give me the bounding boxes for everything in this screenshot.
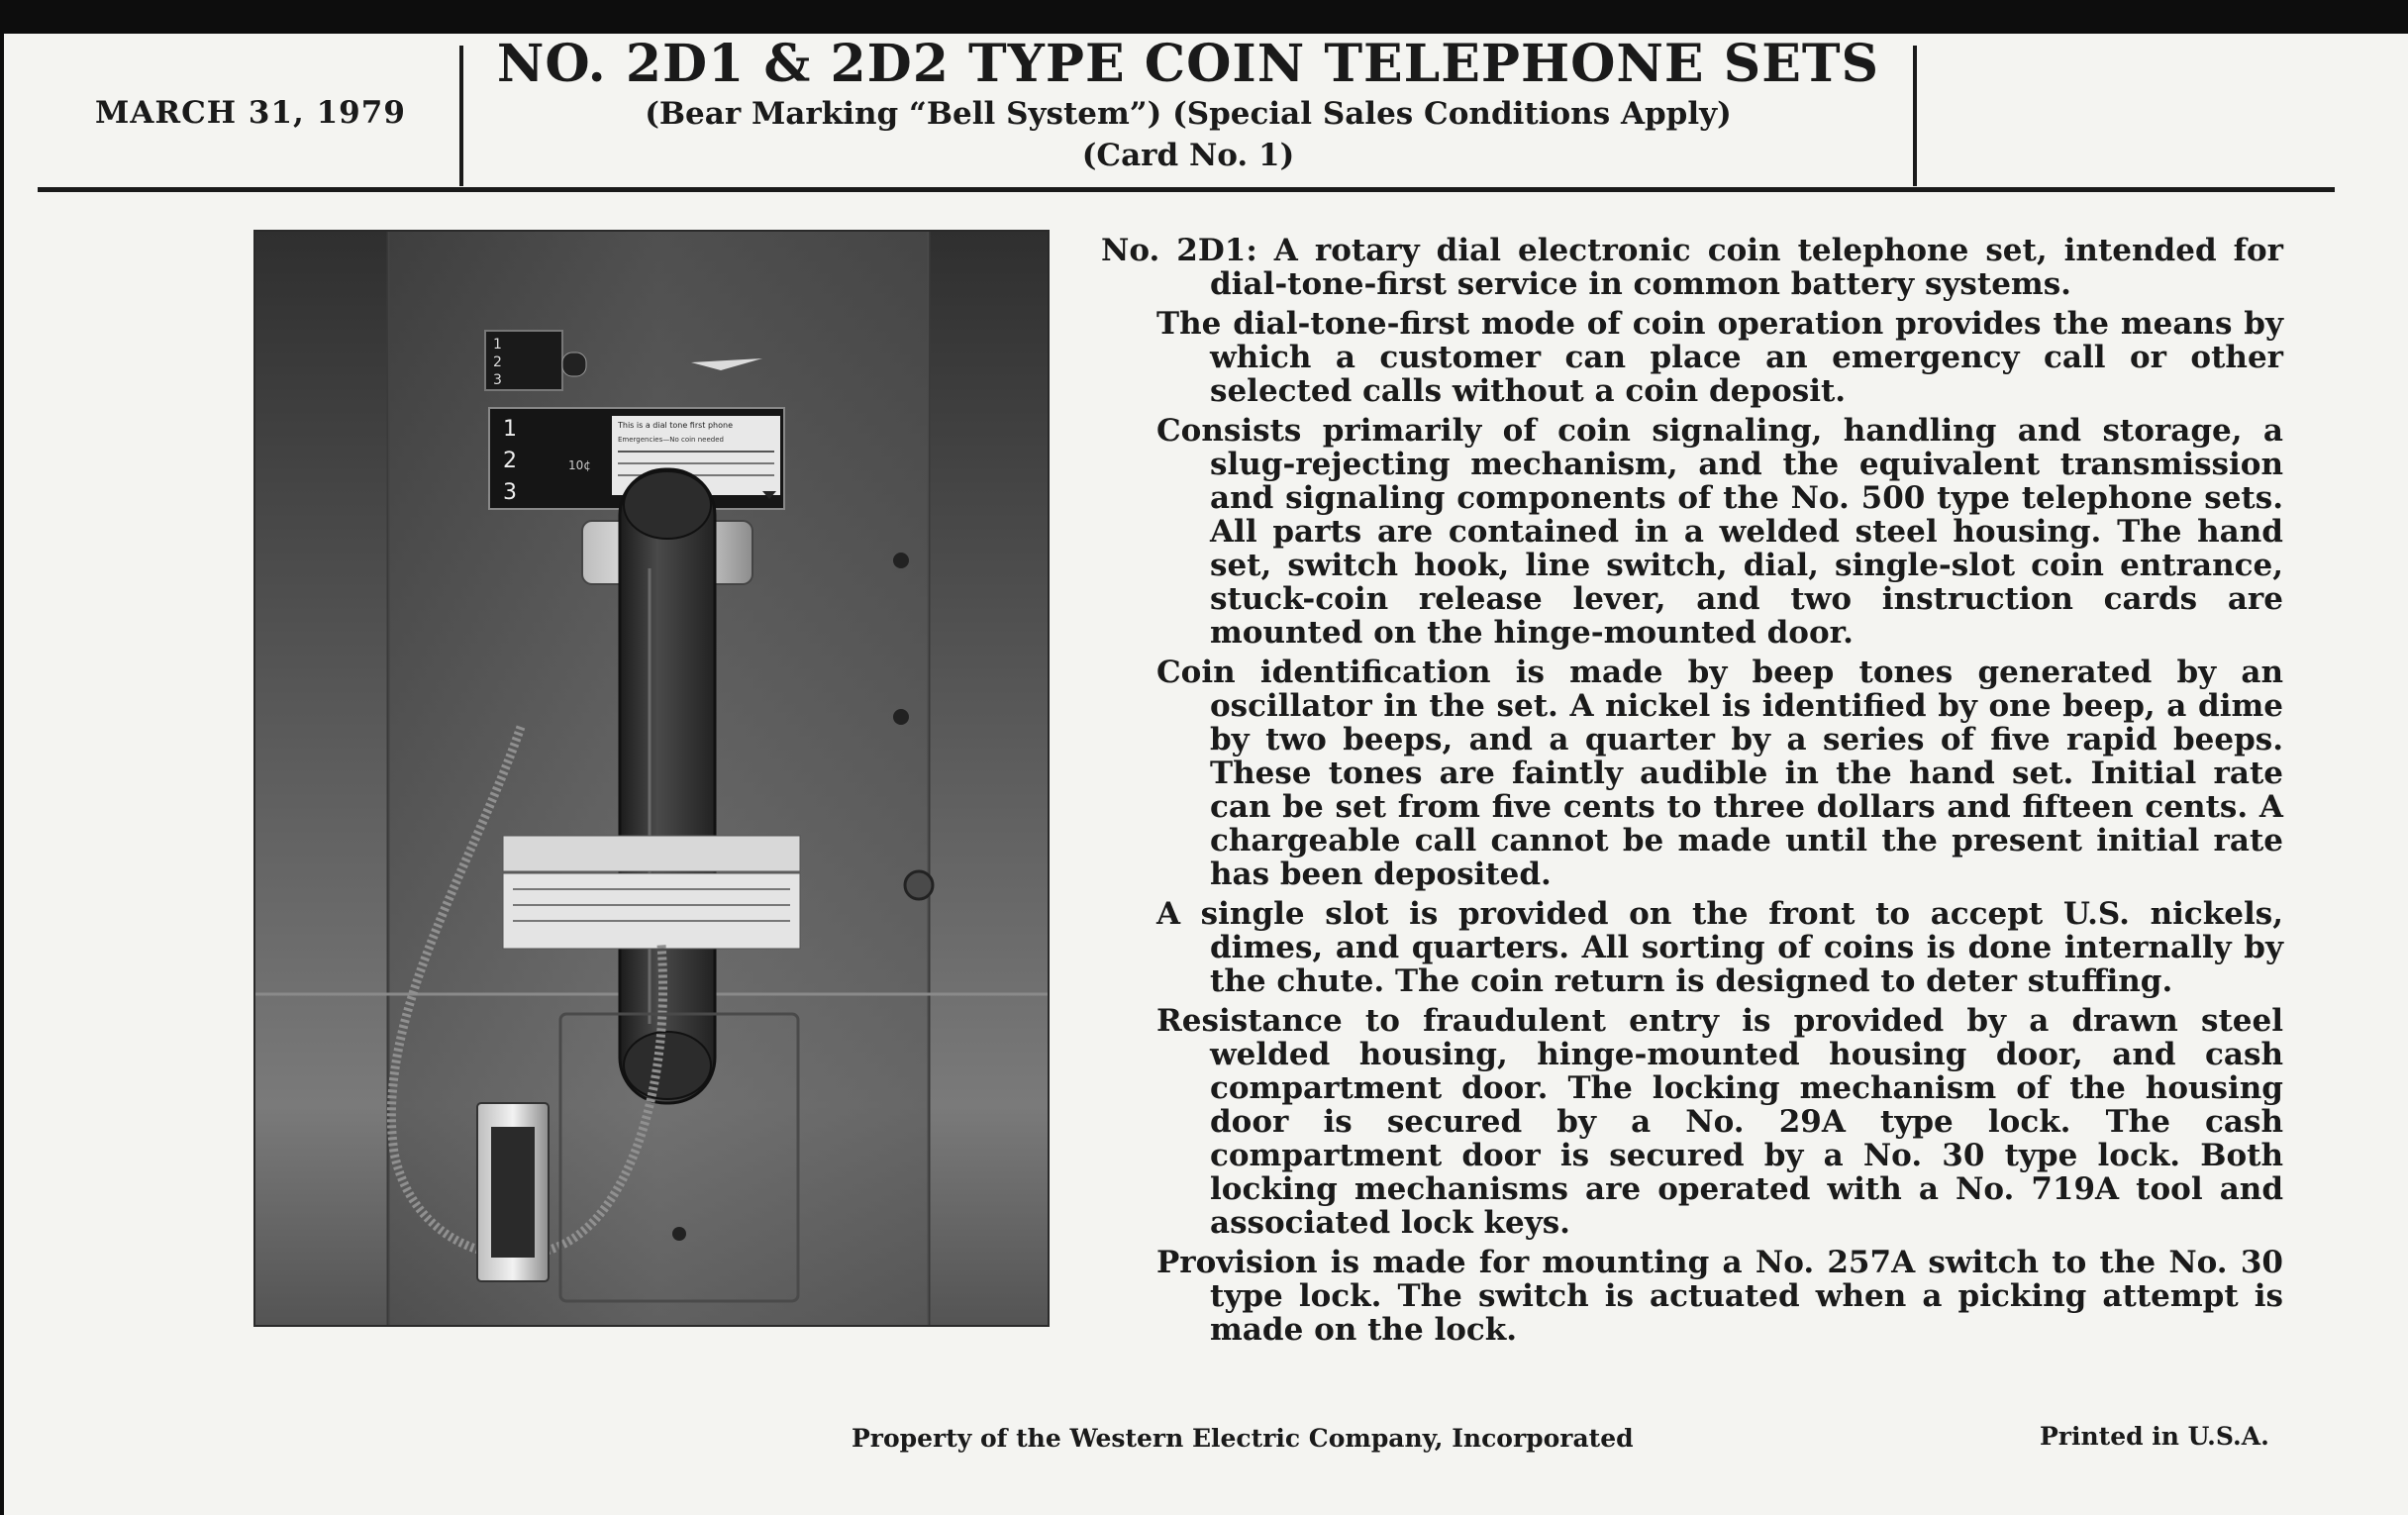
instruction-list-1: 1 (503, 417, 517, 442)
instruction-card-line: Emergencies—No coin needed (618, 436, 724, 444)
header-title-block (465, 36, 1911, 176)
instruction-list-3: 3 (503, 480, 517, 505)
card-top-line-3: 3 (493, 372, 502, 388)
header-divider-right (1913, 46, 1917, 186)
description-paragraph-2: The dial-tone-first mode of coin operation provides the means by which a customer can place an emergency call or other selected calls without a coin deposit. (1156, 306, 2283, 409)
rate-label: 10¢ (568, 458, 591, 472)
card-top-line-1: 1 (493, 337, 502, 353)
card-title: NO. 2D1 & 2D2 TYPE COIN TELEPHONE SETS (496, 34, 1880, 94)
description-text (1101, 234, 2283, 1353)
scan-border-left (0, 0, 4, 1515)
card-subtitle: (Bear Marking “Bell System”) (Special Sales Conditions Apply) (645, 96, 1732, 132)
scan-border-top (0, 0, 2408, 34)
header-divider-left (459, 46, 463, 186)
card-date: MARCH 31, 1979 (95, 95, 406, 131)
instruction-list-2: 2 (503, 449, 517, 473)
footer-property: Property of the Western Electric Company, Incorporated (852, 1424, 1634, 1453)
card-top-line-2: 2 (493, 354, 502, 370)
coin-telephone-illustration (255, 232, 1048, 1325)
description-paragraph-4: Coin identification is made by beep tones generated by an oscillator in the set. A nickel is identified by one beep, a dime by two beeps, and a quarter by a series of five rapid beeps. These tones are faintly audible in the hand set. Initial rate can be set from five cents to three dollars and fifteen cents. A chargeable call cannot be made until the present initial rate has been deposited. (1156, 655, 2283, 892)
description-paragraph-6: Resistance to fraudulent entry is provided by a drawn steel welded housing, hinge-mounted housing door, and cash compartment door. The locking mechanism of the housing door is secured by a No. 29A type lock. The cash compartment door is secured by a No. 30 type lock. Both locking mechanisms are operated with a No. 719A tool and associated lock keys. (1156, 1003, 2283, 1241)
description-paragraph-1: No. 2D1: A rotary dial electronic coin telephone set, intended for dial-tone-first service in common battery systems. (1101, 233, 2283, 302)
footer-printed: Printed in U.S.A. (2040, 1422, 2269, 1451)
description-paragraph-7: Provision is made for mounting a No. 257A switch to the No. 30 type lock. The switch is actuated when a picking attempt is made on the lock. (1156, 1245, 2283, 1348)
card-number: (Card No. 1) (1081, 138, 1295, 173)
header-rule (38, 187, 2335, 192)
description-paragraph-5: A single slot is provided on the front to accept U.S. nickels, dimes, and quarters. All sorting of coins is done internally by the chute. The coin return is designed to deter stuffing. (1156, 896, 2283, 999)
description-paragraph-3: Consists primarily of coin signaling, handling and storage, a slug-rejecting mechanism, and the equivalent transmission and signaling components of the No. 500 type telephone sets. All parts are contained in a welded steel housing. The hand set, switch hook, line switch, dial, single-slot coin entrance, stuck-coin release lever, and two instruction cards are mounted on the hinge-mounted door. (1156, 413, 2283, 651)
coin-telephone-photo (253, 230, 1050, 1327)
instruction-card-title: This is a dial tone first phone (618, 421, 734, 430)
